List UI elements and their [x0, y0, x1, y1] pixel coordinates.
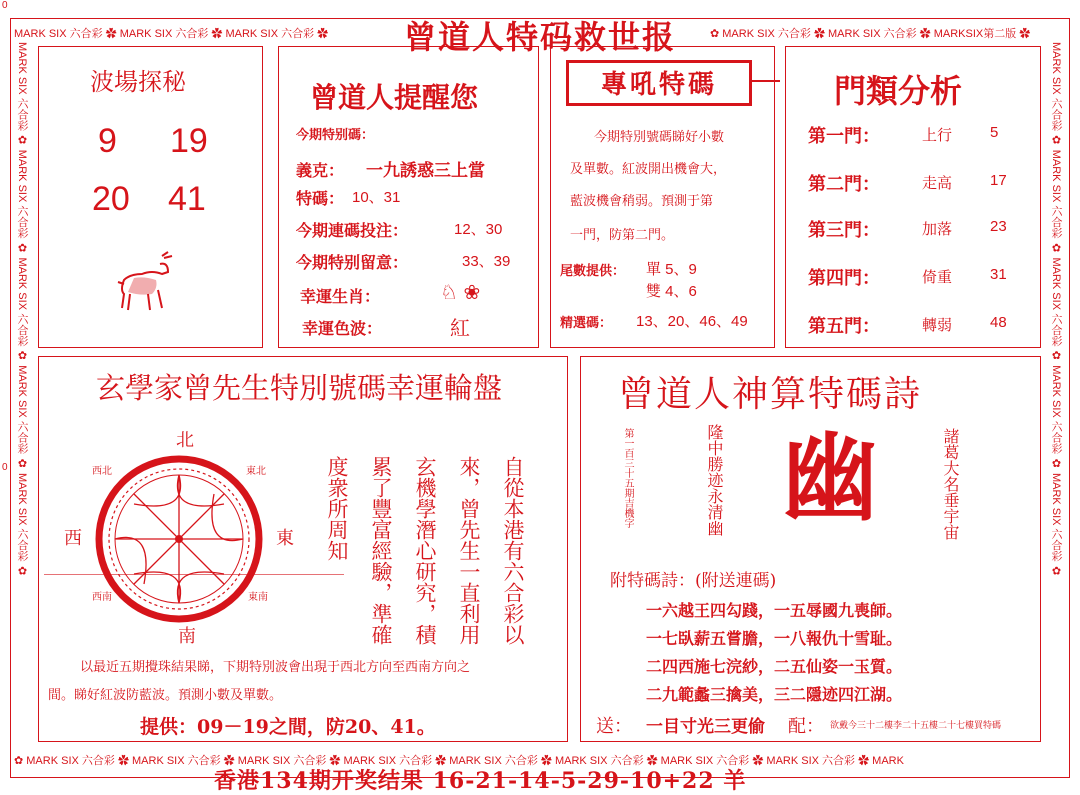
remind-label: 今期連碼投注：: [296, 221, 409, 240]
poem-line: 一七臥薪五嘗膽，一八報仇十雪耻。: [646, 629, 903, 648]
poem-line: 一六越王四勾踐，一五辱國九喪師。: [646, 601, 903, 620]
gate-label: 第一門：: [808, 126, 880, 147]
wheel-north: 北: [176, 430, 194, 451]
gate-num: 31: [990, 266, 1007, 283]
special-para: 藍波機會稍弱。預測于第: [570, 194, 714, 209]
remind-title: 曾道人提醒您: [310, 81, 479, 114]
wheel-east: 東: [276, 528, 294, 549]
left-side-strip: MARK SIX 六合彩 ✿ MARK SIX 六合彩 ✿ MARK SIX 六合彩 ✿ MARK SIX 六合彩 ✿ MARK SIX 六合彩 ✿: [16, 42, 28, 578]
remind-label: 幸運色波：: [302, 319, 383, 338]
title-rule: [752, 80, 780, 82]
top-strip-left: MARK SIX 六合彩 ✿ MARK SIX 六合彩 ✿ MARK SIX 六合彩 ✿: [14, 28, 329, 40]
poem-verse: 隆中勝迹永清幽: [705, 424, 724, 536]
poem-attach: 附特碼詩：(附送連碼): [610, 571, 777, 591]
special-para: 及單數。紅波開出機會大，: [570, 162, 727, 177]
zodiac-icons: ♘ ❀: [440, 282, 481, 304]
remind-label: 幸運生肖：: [300, 287, 381, 306]
remind-value: 紅: [450, 316, 470, 340]
tail-double: 雙 4、6: [646, 283, 697, 300]
gate-label: 第五門：: [808, 316, 880, 337]
gate-word: 倚重: [922, 268, 953, 286]
remind-label: 今期特别碼：: [296, 128, 375, 143]
goat-illustration: [112, 250, 182, 316]
remind-value: 33、39: [462, 253, 511, 270]
gate-label: 第二門：: [808, 174, 880, 195]
wheel-west: 西: [64, 528, 82, 549]
gate-word: 上行: [922, 126, 953, 144]
gate-num: 5: [990, 124, 999, 141]
remind-label: 義克：: [296, 161, 345, 180]
gate-word: 轉弱: [922, 316, 953, 334]
page-title: 曾道人特码救世报: [403, 18, 676, 56]
wheel-south: 南: [178, 626, 196, 647]
wheel-desc: 間。睇好紅波防藍波。預測小數及單數。: [48, 688, 283, 703]
gate-num: 17: [990, 172, 1007, 189]
wave-number: 20: [92, 180, 130, 218]
pick-value: 13、20、46、49: [636, 313, 748, 330]
send-value: 一目寸光三更偷: [646, 717, 765, 737]
wheel-se: 東南: [248, 592, 268, 603]
pair-value: 欲戴今三十二樓李二十五樓二十七樓買特碼: [830, 721, 1002, 731]
top-strip-right: ✿ MARK SIX 六合彩 ✿ MARK SIX 六合彩 ✿ MARKSIX第二版 ✿: [710, 28, 1031, 40]
wheel-title: 玄學家曾先生特別號碼幸運輪盤: [96, 371, 503, 405]
page-marker-mid: 0: [2, 462, 8, 473]
poem-issue: 第一百三十五期吉機字: [622, 428, 633, 528]
wheel-column: 玄機學潛心研究，積: [413, 456, 437, 645]
remind-value: 一九誘惑三上當: [366, 161, 485, 181]
poem-title: 曾道人神算特碼詩: [618, 374, 923, 415]
pair-label: 配：: [788, 716, 824, 737]
gate-label: 第三門：: [808, 220, 880, 241]
wheel-column: 累了豐富經驗，準確: [369, 456, 393, 645]
wheel-column: 度衆所周知: [325, 456, 349, 561]
tail-single: 單 5、9: [646, 261, 697, 278]
special-para: 今期特別號碼睇好小數: [594, 130, 725, 145]
pick-label: 精選碼：: [560, 316, 613, 331]
wheel-column: 來，曾先生一直利用: [457, 456, 481, 645]
wheel-provide: 提供：09－19之間，防20、41。: [140, 716, 436, 738]
poem-big-char: 幽: [782, 421, 878, 534]
wave-number: 41: [168, 180, 206, 218]
wheel-ne: 東北: [246, 466, 266, 477]
remind-label: 特碼：: [296, 189, 345, 208]
tail-label: 尾數提供：: [560, 264, 626, 279]
gate-num: 48: [990, 314, 1007, 331]
wheel-nw: 西北: [92, 466, 112, 477]
gate-word: 加落: [922, 220, 953, 238]
poem-verse: 諸葛大名垂宇宙: [941, 428, 960, 540]
remind-value: 10、31: [352, 189, 401, 206]
wave-title: 波場探秘: [90, 68, 186, 96]
gate-label: 第四門：: [808, 268, 880, 289]
wave-number: 19: [170, 122, 208, 160]
poem-line: 二九範蠡三擒美，三二隱迹四江湖。: [646, 685, 903, 704]
send-label: 送：: [596, 716, 632, 737]
gate-word: 走高: [922, 174, 953, 192]
special-title: 專吼特碼: [600, 70, 717, 100]
remind-label: 今期特别留意：: [296, 253, 409, 272]
draw-results: 香港134期开奖结果 16-21-14-5-29-10+22 羊: [214, 768, 747, 794]
special-para: 一門，防第二門。: [570, 228, 675, 243]
luck-wheel: [94, 454, 264, 624]
wheel-sw: 西南: [92, 592, 112, 603]
poem-line: 二四西施七浣紗，二五仙姿一玉質。: [646, 657, 903, 676]
gate-num: 23: [990, 218, 1007, 235]
bottom-strip: ✿ MARK SIX 六合彩 ✿ MARK SIX 六合彩 ✿ MARK SIX 六合彩 ✿ MARK SIX 六合彩 ✿ MARK SIX 六合彩 ✿ MARK SIX 六合彩 ✿ MARK SIX 六合彩 ✿ MARK SIX 六合彩 ✿ MARK: [14, 755, 904, 767]
wave-number: 9: [98, 122, 117, 160]
wheel-desc: 以最近五期攪珠結果睇，下期特別波會出現于西北方向至西南方向之: [80, 660, 471, 675]
wheel-rule: [44, 574, 344, 575]
gates-title: 門類分析: [834, 72, 963, 110]
remind-value: 12、30: [454, 221, 503, 238]
right-side-strip: MARK SIX 六合彩 ✿ MARK SIX 六合彩 ✿ MARK SIX 六合彩 ✿ MARK SIX 六合彩 ✿ MARK SIX 六合彩 ✿: [1050, 42, 1062, 578]
wheel-column: 自從本港有六合彩以: [501, 456, 525, 645]
page-marker-top: 0: [2, 0, 8, 11]
